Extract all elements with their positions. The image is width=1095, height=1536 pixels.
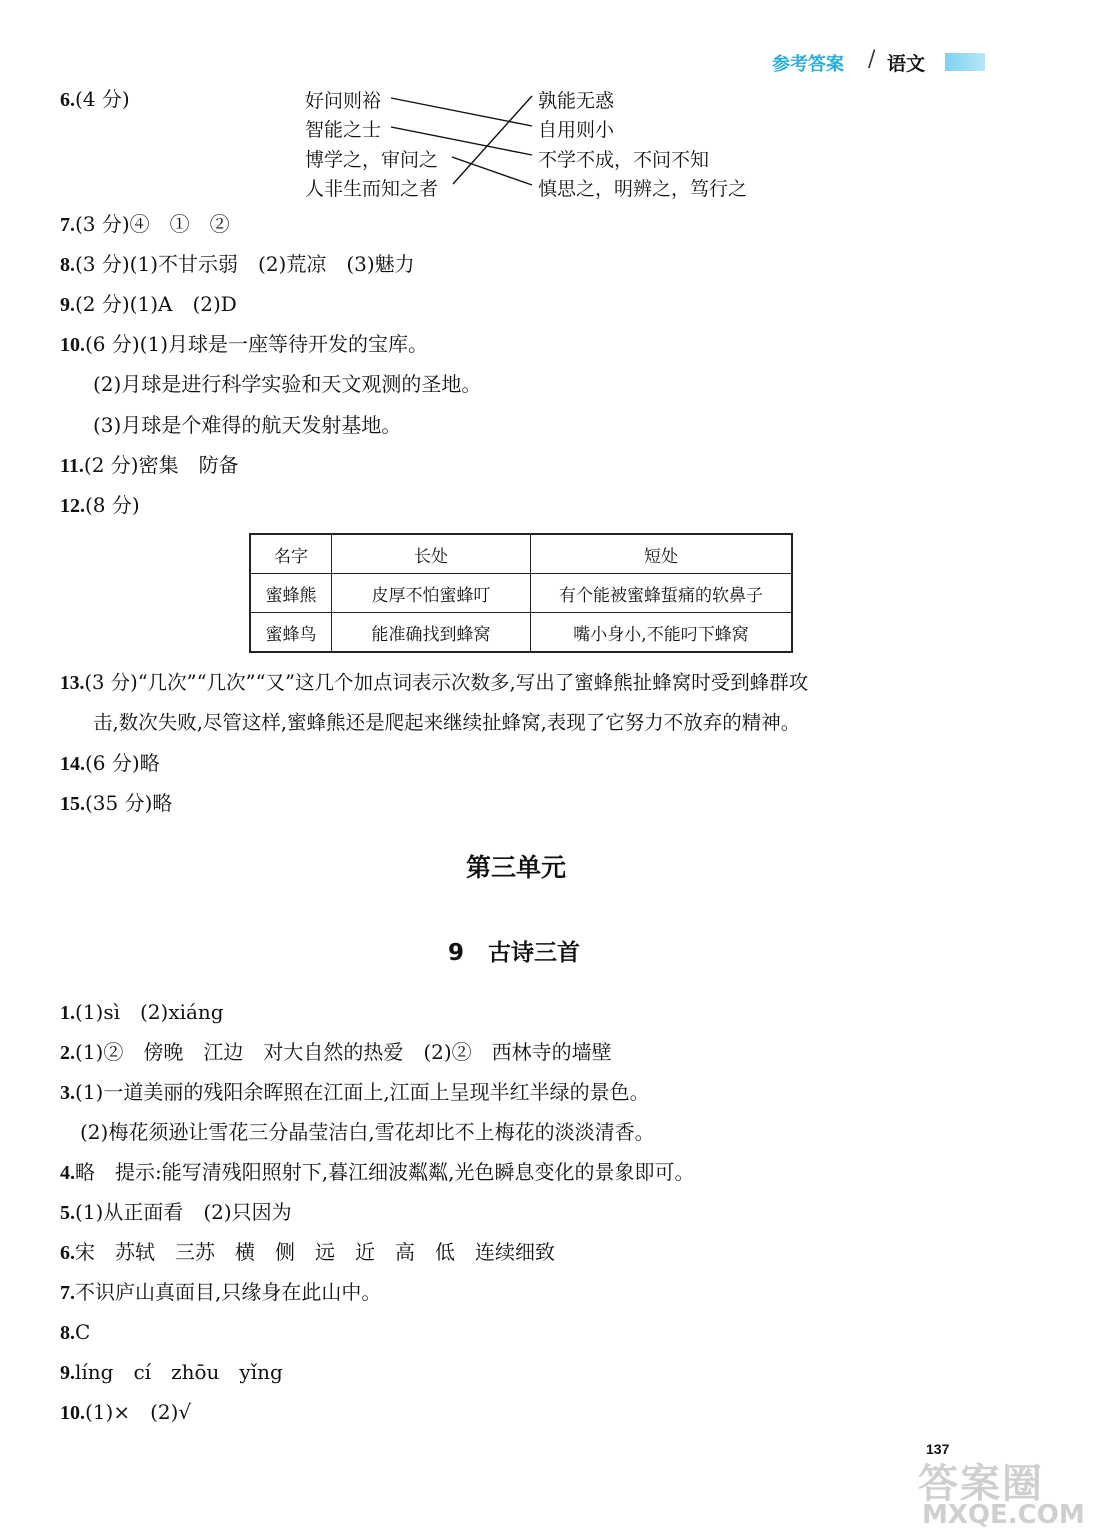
question-10-line-3: (3)月球是个难得的航天发射基地。 (93, 413, 402, 437)
lesson-number: 9 (448, 940, 465, 966)
question-8-answer: (3 分)(1)不甘示弱 (2)荒凉 (3)魅力 (75, 252, 415, 276)
question-13-number: 13. (60, 673, 85, 694)
lesson-question-8 (60, 1319, 90, 1346)
table-cell: 能准确找到蜂窝 (332, 613, 531, 653)
lesson-title (448, 934, 580, 967)
unit-title: 第三单元 (466, 853, 567, 882)
matching-lines (0, 0, 1095, 220)
question-14-number: 14. (60, 753, 85, 775)
lesson-question-1-number: 1. (60, 1002, 75, 1024)
lesson-question-10-number: 10. (60, 1402, 85, 1424)
lesson-question-5-answer: (1)从正面看 (2)只因为 (75, 1200, 292, 1224)
watermark-url: MXQE.COM (922, 1500, 1085, 1530)
table-cell: 蜜蜂熊 (250, 574, 332, 613)
lesson-question-8-number: 8. (60, 1322, 75, 1344)
question-9 (60, 291, 237, 318)
lesson-question-2-number: 2. (60, 1042, 75, 1064)
question-9-answer: (2 分)(1)A (2)D (75, 292, 237, 316)
question-15 (60, 790, 172, 817)
lesson-question-7-answer: 不识庐山真面目,只缘身在此山中。 (75, 1280, 382, 1304)
question-12-score: (8 分) (85, 493, 140, 517)
table-header-row (250, 534, 792, 574)
lesson-question-2-answer: (1)② 傍晚 江边 对大自然的热爱 (2)② 西林寺的墙壁 (75, 1040, 612, 1064)
lesson-question-2 (60, 1039, 612, 1066)
lesson-question-7-number: 7. (60, 1282, 75, 1304)
lesson-question-3-answer: (1)一道美丽的残阳余晖照在江面上,江面上呈现半红半绿的景色。 (75, 1080, 650, 1104)
lesson-question-9-number: 9. (60, 1362, 75, 1384)
lesson-question-8-answer: C (75, 1320, 91, 1344)
match-right-3: 不学不成，不问不知 (538, 149, 710, 171)
question-13 (60, 670, 808, 697)
question-10 (60, 331, 428, 358)
table-cell: 皮厚不怕蜜蜂叮 (332, 574, 531, 613)
question-12 (60, 492, 140, 519)
lesson-question-4-number: 4. (60, 1162, 75, 1184)
lesson-question-9-answer: líng cí zhōu yǐng (75, 1360, 283, 1384)
match-line-2 (391, 127, 532, 155)
question-6-number: 6. (60, 89, 75, 111)
table-cell: 嘴小身小,不能叼下蜂窝 (531, 613, 793, 653)
lesson-question-10 (60, 1399, 191, 1426)
question-15-answer: (35 分)略 (85, 791, 173, 815)
table-cell: 有个能被蜜蜂蜇痛的软鼻子 (531, 574, 793, 613)
match-left-2: 智能之士 (305, 119, 382, 141)
header-title: 参考答案 (772, 54, 844, 75)
table-header-cell: 名字 (250, 534, 332, 574)
question-12-number: 12. (60, 495, 85, 517)
question-7 (60, 211, 230, 238)
lesson-question-3-number: 3. (60, 1082, 75, 1104)
lesson-question-9 (60, 1359, 283, 1386)
match-right-1: 孰能无惑 (538, 90, 615, 112)
table-header-cell: 长处 (332, 534, 531, 574)
question-7-answer: (3 分)④ ① ② (75, 212, 230, 236)
lesson-question-10-answer: (1)× (2)√ (85, 1400, 192, 1424)
match-right-2: 自用则小 (538, 119, 615, 141)
header-separator: / (868, 47, 876, 72)
lesson-question-5-number: 5. (60, 1202, 75, 1224)
match-line-1 (391, 98, 532, 126)
question-6-score: (4 分) (75, 87, 130, 111)
match-right-4: 慎思之，明辨之，笃行之 (538, 178, 748, 200)
lesson-question-6-answer: 宋 苏轼 三苏 横 侧 远 近 高 低 连续细致 (75, 1240, 555, 1264)
table-cell: 蜜蜂鸟 (250, 613, 332, 653)
question-14-answer: (6 分)略 (85, 751, 160, 775)
lesson-question-4 (60, 1159, 694, 1186)
page-number: 137 (926, 1441, 950, 1457)
match-left-4: 人非生而知之者 (305, 178, 439, 200)
lesson-name: 古诗三首 (488, 940, 581, 966)
question-8 (60, 251, 415, 278)
question-7-number: 7. (60, 214, 75, 236)
match-left-1: 好问则裕 (305, 90, 382, 112)
lesson-question-1-answer: (1)sì (2)xiáng (75, 1000, 224, 1024)
lesson-question-7 (60, 1279, 381, 1306)
lesson-question-4-answer: 略 提示:能写清残阳照射下,暮江细波粼粼,光色瞬息变化的景象即可。 (75, 1160, 695, 1184)
lesson-question-3-line-2: (2)梅花须逊让雪花三分晶莹洁白,雪花却比不上梅花的淡淡清香。 (80, 1120, 655, 1144)
lesson-question-6-number: 6. (60, 1242, 75, 1264)
question-10-answer: (6 分)(1)月球是一座等待开发的宝库。 (85, 332, 429, 356)
table-row (250, 574, 792, 613)
lesson-question-5 (60, 1199, 292, 1226)
answer-table (249, 533, 793, 653)
question-15-number: 15. (60, 793, 85, 815)
question-14 (60, 750, 160, 777)
question-8-number: 8. (60, 254, 75, 276)
match-left-3: 博学之，审问之 (305, 149, 439, 171)
question-11-answer: (2 分)密集 防备 (83, 453, 239, 477)
watermark-logo: 答案圈 (918, 1461, 1044, 1507)
table-header-cell: 短处 (531, 534, 793, 574)
question-13-answer: (3 分)“几次”“几次”“又”这几个加点词表示次数多,写出了蜜蜂熊扯蜂窝时受到蜂群攻 (84, 671, 809, 694)
question-11 (60, 452, 239, 479)
question-10-number: 10. (60, 334, 85, 356)
lesson-question-1 (60, 999, 224, 1026)
question-10-line-2: (2)月球是进行科学实验和天文观测的圣地。 (93, 372, 482, 396)
lesson-question-6 (60, 1239, 555, 1266)
table-row (250, 613, 792, 653)
lesson-question-3 (60, 1079, 650, 1106)
question-13-line-2: 击,数次失败,尽管这样,蜜蜂熊还是爬起来继续扯蜂窝,表现了它努力不放弃的精神。 (93, 711, 801, 734)
header-subject: 语文 (887, 53, 926, 75)
question-11-number: 11. (60, 455, 84, 477)
question-9-number: 9. (60, 294, 75, 316)
